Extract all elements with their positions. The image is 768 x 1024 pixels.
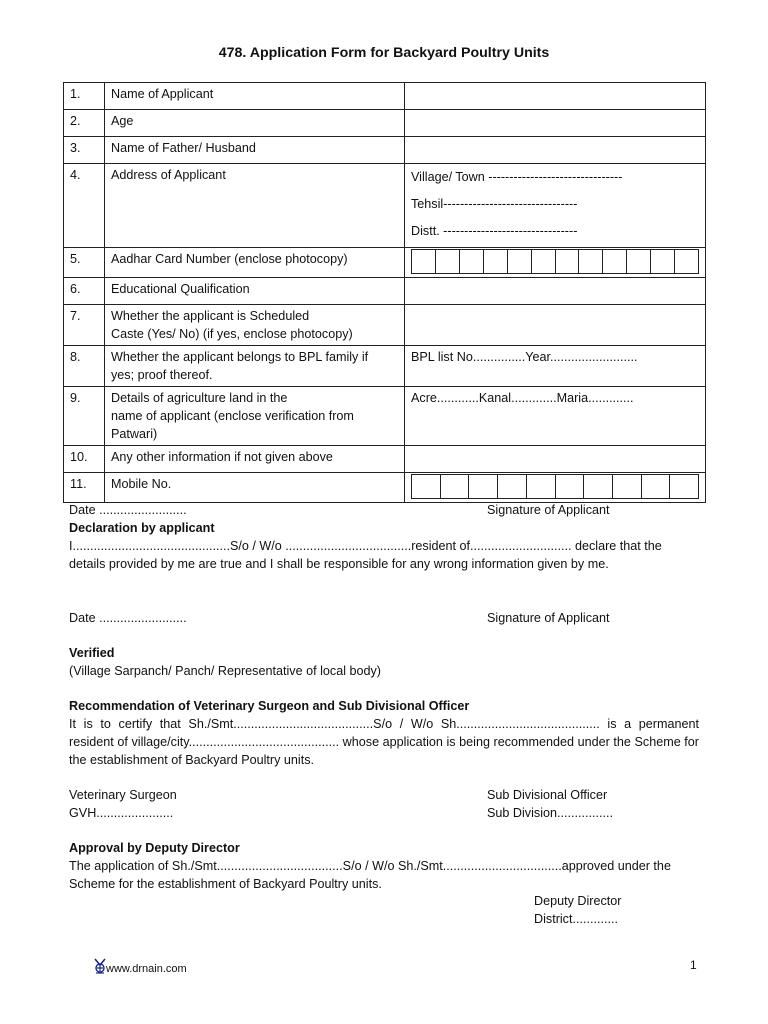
verified-heading: Verified [69,646,115,660]
digit-box[interactable] [440,474,469,499]
mobile-number-boxes[interactable] [405,473,706,503]
row-number: 4. [64,164,105,248]
aadhar-number-boxes[interactable] [405,248,706,278]
village-town-line: Village/ Town -------------------------------- [411,170,623,184]
scheduled-caste-field[interactable] [405,305,706,346]
digit-box[interactable] [507,249,531,274]
application-form-table [63,82,706,503]
sdo-label: Sub Divisional Officer [487,788,608,802]
digit-box[interactable] [669,474,699,499]
row-label: Any other information if not given above [105,446,405,473]
table-row [64,305,706,346]
digit-box[interactable] [435,249,459,274]
row-label [105,305,405,346]
recommendation-text: It is to certify that Sh./Smt........................................S/o / W/o Sh......................................... is a permanent resident of village/city........................................... whose application is being recommended under the Scheme for the establishment of Backyard Poultry units. [69,717,699,767]
date-line: Date ......................... [69,503,187,517]
digit-box[interactable] [602,249,626,274]
row-number: 9. [64,387,105,446]
table-row [64,137,706,164]
applicant-name-field[interactable] [405,83,706,110]
row-number: 2. [64,110,105,137]
row-label [105,346,405,387]
row-label: Address of Applicant [105,164,405,248]
digit-box[interactable] [626,249,650,274]
label-line: Patwari) [111,427,158,441]
gvh-line: GVH...................... [69,806,174,820]
age-field[interactable] [405,110,706,137]
table-row [64,346,706,387]
row-number: 10. [64,446,105,473]
row-label [105,387,405,446]
row-number: 8. [64,346,105,387]
digit-box[interactable] [578,249,602,274]
row-number: 5. [64,248,105,278]
page-number: 1 [690,958,697,972]
bpl-field[interactable]: BPL list No...............Year......................... [405,346,706,387]
footer-url[interactable]: www.drnain.com [106,963,187,975]
row-label: Educational Qualification [105,278,405,305]
digit-box[interactable] [555,474,584,499]
digit-box[interactable] [468,474,497,499]
digit-box[interactable] [612,474,641,499]
date-line-2: Date ......................... [69,611,187,625]
deputy-director-label: Deputy Director [534,894,622,908]
approval-heading: Approval by Deputy Director [69,841,240,855]
row-label: Name of Applicant [105,83,405,110]
digit-box[interactable] [526,474,555,499]
digit-box[interactable] [497,474,526,499]
table-row [64,387,706,446]
sub-division-line: Sub Division................ [487,806,613,820]
label-line: Details of agriculture land in the [111,391,288,405]
row-number: 1. [64,83,105,110]
table-row [64,278,706,305]
digit-box[interactable] [650,249,674,274]
row-number: 3. [64,137,105,164]
recommendation-heading: Recommendation of Veterinary Surgeon and Sub Divisional Officer [69,699,470,713]
row-number: 11. [64,473,105,503]
label-line: Caste (Yes/ No) (if yes, enclose photocopy) [111,327,353,341]
digit-box[interactable] [555,249,579,274]
other-info-field[interactable] [405,446,706,473]
label-line: Whether the applicant belongs to BPL family if [111,350,369,364]
row-number: 7. [64,305,105,346]
row-number: 6. [64,278,105,305]
address-field[interactable] [405,164,706,248]
digit-box[interactable] [674,249,699,274]
table-row [64,83,706,110]
tehsil-line: Tehsil-------------------------------- [411,197,578,211]
signature-applicant-2: Signature of Applicant [487,611,610,625]
page-title: 478. Application Form for Backyard Poultry Units [218,45,550,61]
district-line: District............. [534,912,618,926]
digit-box[interactable] [459,249,483,274]
land-details-field[interactable]: Acre............Kanal.............Maria............. [405,387,706,446]
label-line: yes; proof thereof. [111,368,213,382]
label-line: name of applicant (enclose verification from [111,409,354,423]
father-husband-field[interactable] [405,137,706,164]
row-label: Age [105,110,405,137]
label-line: Whether the applicant is Scheduled [111,309,310,323]
row-label: Name of Father/ Husband [105,137,405,164]
digit-box[interactable] [411,474,440,499]
district-line: Distt. -------------------------------- [411,224,578,238]
table-row [64,446,706,473]
row-label: Mobile No. [105,473,405,503]
row-label: Aadhar Card Number (enclose photocopy) [105,248,405,278]
approval-text: The application of Sh./Smt....................................S/o / W/o Sh./Smt..................................approved under the Scheme for the establishment of Backyard Poultry units. [69,859,671,891]
table-row [64,248,706,278]
table-row [64,110,706,137]
education-field[interactable] [405,278,706,305]
verified-text: (Village Sarpanch/ Panch/ Representative of local body) [69,664,381,678]
vet-surgeon-label: Veterinary Surgeon [69,788,177,802]
digit-box[interactable] [483,249,507,274]
digit-box[interactable] [411,249,435,274]
digit-box[interactable] [641,474,670,499]
digit-box[interactable] [531,249,555,274]
digit-box[interactable] [583,474,612,499]
declaration-heading: Declaration by applicant [69,521,215,535]
table-row [64,164,706,248]
declaration-text: I.............................................S/o / W/o ....................................resident of............................. declare that the details provided by me are true and I shall be responsible for any wrong information given by me. [69,539,662,571]
table-row [64,473,706,503]
signature-applicant: Signature of Applicant [487,503,610,517]
